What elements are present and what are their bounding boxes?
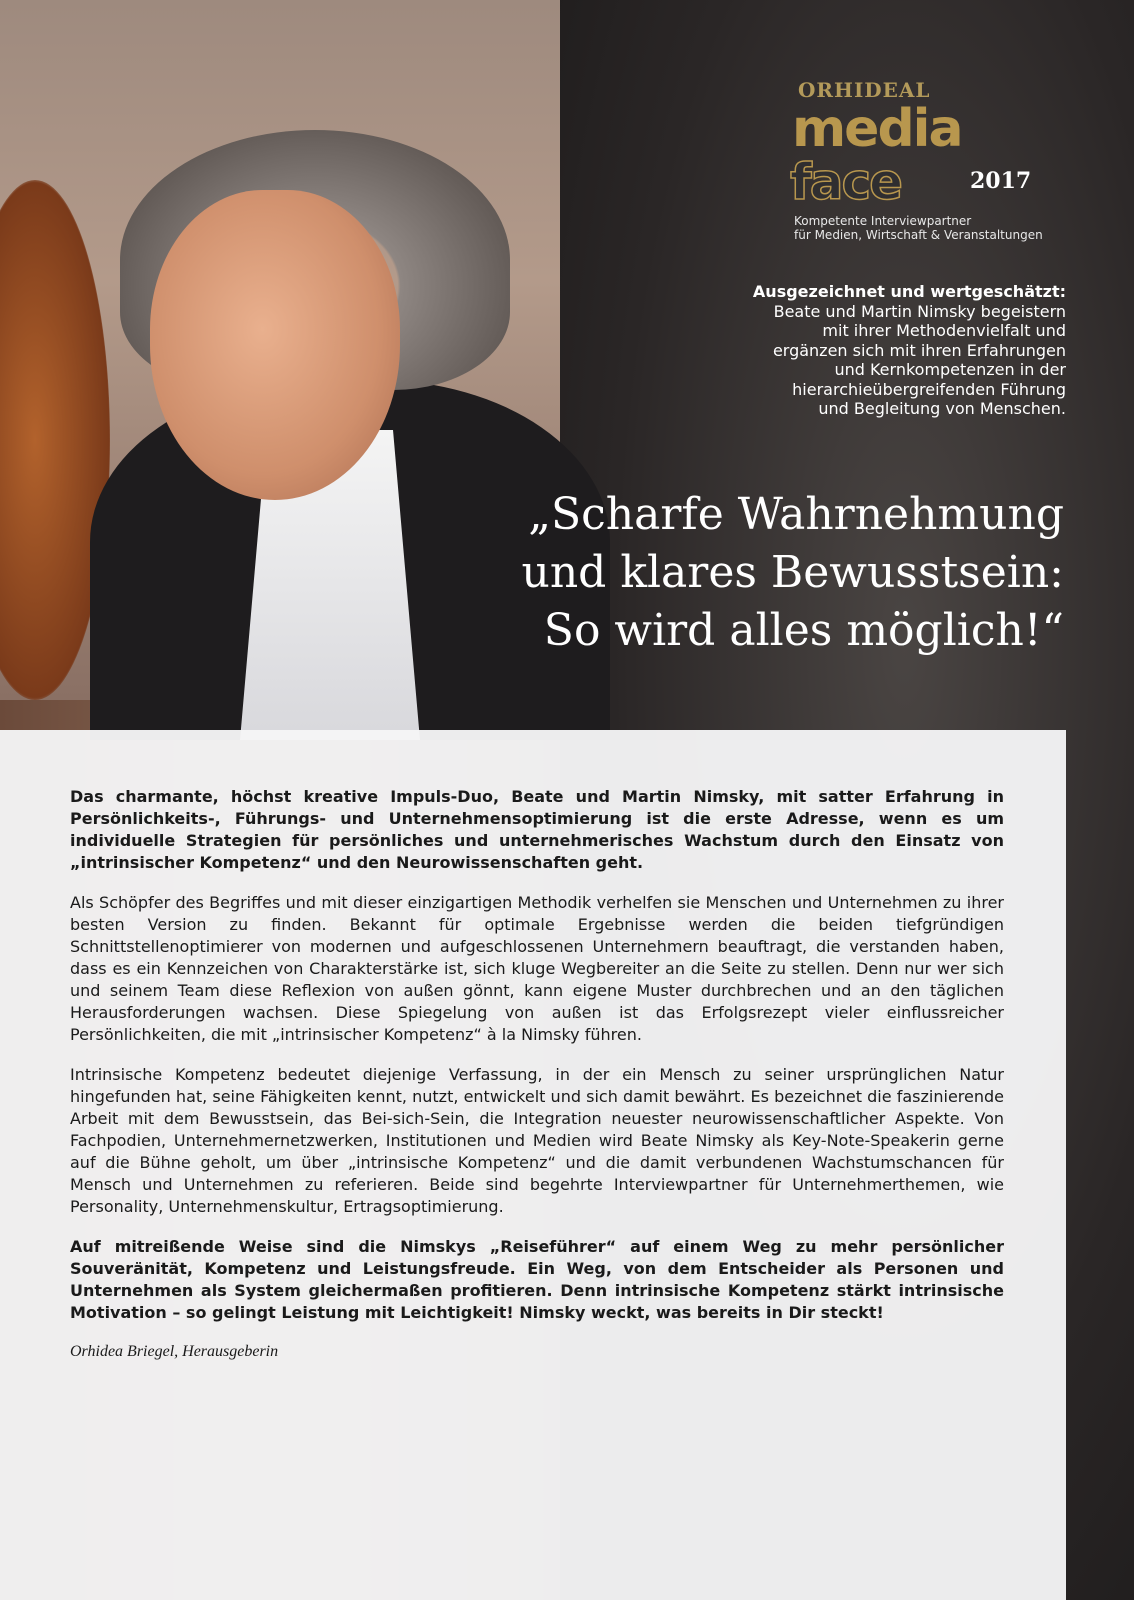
tagline bbox=[794, 214, 1043, 242]
logo-brand: ORHIDEAL bbox=[798, 78, 931, 102]
quote-line: und klares Bewusstsein: bbox=[521, 547, 1064, 598]
quote-line: So wird alles möglich!“ bbox=[543, 605, 1064, 656]
quote-line: „Scharfe Wahrnehmung bbox=[528, 489, 1064, 540]
headline-quote bbox=[504, 486, 1064, 660]
article-paragraph: Intrinsische Kompetenz bedeutet diejenige Verfassung, in der ein Mensch zu seiner ursprünglichen Natur hingefunden hat, seine Fähigkeiten kennt, nutzt, entwickelt und sich damit bewährt. Es bezeichnet die faszinierende Arbeit mit dem Bewusstsein, das Bei-sich-Sein, die Integration neuester neurowissenschaftlicher Aspekte. Von Fachpodien, Unternehmernetzwerken, Institutionen und Medien wird Beate Nimsky als Key-Note-Speakerin gerne auf die Bühne geholt, um über „intrinsische Kompetenz“ und die damit verbundenen Wachstumschancen für Mensch und Unternehmen zu referieren. Beide sind begehrte Interviewpartner für Unternehmerthemen, wie Personality, Unternehmenskultur, Ertragsoptimierung. bbox=[70, 1065, 1004, 1216]
tagline-line: Kompetente Interviewpartner bbox=[794, 214, 972, 228]
article-paragraph: Als Schöpfer des Begriffes und mit dieser einzigartigen Methodik verhelfen sie Menschen und Unternehmen zu ihrer besten Version zu finden. Bekannt für optimale Ergebnisse werden die beiden tiefgründigen Schnittstellenoptimierer von modernen und aufgeschlossenen Unternehmern beauftragt, die verstanden haben, dass es ein Kennzeichen von Charakterstärke ist, sich kluge Wegbereiter an die Seite zu stellen. Denn nur wer sich und seinem Team diese Reflexion von außen gönnt, kann eigene Muster durchbrechen und an den täglichen Herausforderungen wachsen. Diese Spiegelung von außen ist das Erfolgsrezept vieler einflussreicher Persönlichkeiten, die mit „intrinsischer Kompetenz“ à la Nimsky führen. bbox=[70, 893, 1004, 1044]
award-heading: Ausgezeichnet und wertgeschätzt: bbox=[752, 282, 1066, 301]
tagline-line: für Medien, Wirtschaft & Veranstaltungen bbox=[794, 228, 1043, 242]
award-line: und Begleitung von Menschen. bbox=[818, 399, 1066, 418]
man-face bbox=[150, 190, 400, 500]
mediaface-logo bbox=[788, 78, 1058, 211]
article-panel bbox=[0, 730, 1066, 1600]
logo-year: 2017 bbox=[970, 168, 1032, 194]
award-line: und Kernkompetenzen in der bbox=[834, 360, 1066, 379]
award-text bbox=[646, 282, 1066, 419]
award-line: ergänzen sich mit ihren Erfahrungen bbox=[772, 340, 1066, 360]
article-lead: Das charmante, höchst kreative Impuls-Duo, Beate und Martin Nimsky, mit satter Erfahrung in Persönlichkeits-, Führungs- und Unternehmensoptimierung ist die erste Adresse, wenn es um individuelle Strategien für persönliches und unternehmerisches Wachstum durch den Einsatz von „intrinsischer Kompetenz“ und den Neurowissenschaften geht. bbox=[70, 787, 1004, 872]
article-closing: Auf mitreißende Weise sind die Nimskys „Reiseführer“ auf einem Weg zu mehr persönlicher Souveränität, Kompetenz und Leistungsfreude. Ein Weg, von dem Entscheider als Personen und Unternehmen als System gleichermaßen profitieren. Denn intrinsische Kompetenz stärkt intrinsische Motivation – so gelingt Leistung mit Leichtigkeit! Nimsky weckt, was bereits in Dir steckt! bbox=[70, 1237, 1004, 1322]
logo-face-row bbox=[788, 153, 1058, 211]
award-line: Beate und Martin Nimsky begeistern bbox=[773, 301, 1066, 321]
award-line: hierarchieübergreifenden Führung bbox=[792, 379, 1066, 399]
logo-face: face bbox=[790, 153, 902, 211]
award-line: mit ihrer Methodenvielfalt und bbox=[822, 321, 1066, 340]
logo-media: media bbox=[792, 99, 962, 159]
article-signature: Orhidea Briegel, Herausgeberin bbox=[70, 1343, 279, 1360]
